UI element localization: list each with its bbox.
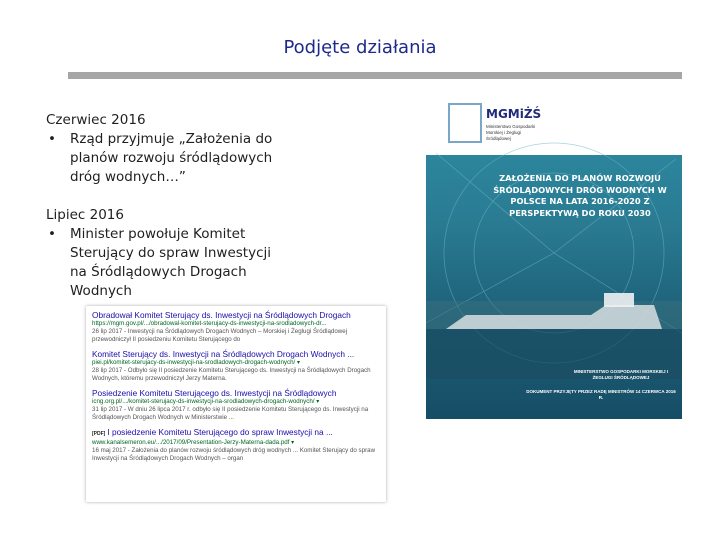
cover-title: ZAŁOŻENIA DO PLANÓW ROZWOJU ŚRÓDLĄDOWYCH DRÓG WODNYCH W POLSCE NA LATA 2016-2020 Z PERSPEKTYWĄ DO ROKU 2030: [493, 173, 667, 218]
ministry-logo-text: MGMiŻŚ: [486, 107, 542, 121]
search-result-url[interactable]: piei.pl/komitet-sterujacy-ds-inwestycji-na-srodladowych-drogach-wodnych/ ▾: [92, 359, 301, 366]
bullet-marker: •: [48, 131, 56, 147]
document-cover-image: [426, 93, 682, 419]
search-result: [92, 388, 380, 422]
search-result-snippet: 26 lip 2017 - Inwestycji na Śródlądowych Drogach Wodnych – Morskiej i Żeglugi Śródlądowej przewodniczył II posiedzeniu Komitetu Sterującego do: [92, 328, 348, 343]
search-result: [92, 349, 380, 383]
timeline-item-june-2016: [46, 111, 296, 187]
timeline-bullet: [46, 130, 296, 187]
search-result-title[interactable]: Posiedzenie Komitetu Sterującego ds. Inwestycji na Śródlądowych: [92, 388, 337, 398]
cover-footer-ministry: MINISTERSTWO GOSPODARKI MORSKIEJ I ŻEGLUGI ŚRÓDLĄDOWEJ: [573, 369, 669, 380]
search-result-snippet: 28 lip 2017 - Odbyło się II posiedzenie Komitetu Sterującego ds. Inwestycji na Śródlądowych Drogach Wodnych, któremu przewodniczył Jerzy Materna.: [92, 367, 371, 382]
timeline-item-july-2016: [46, 206, 296, 301]
slide-title: Podjęte działania: [283, 37, 437, 58]
search-results-screenshot: [86, 306, 386, 502]
search-result: [92, 310, 380, 344]
search-result-snippet: 31 lip 2017 - W dniu 26 lipca 2017 r. odbyło się II posiedzenie Komitetu Sterującego ds. Inwestycji na Śródlądowych Drogach Wodnych w Ministerstwie ...: [92, 406, 369, 421]
ministry-logo-subtitle: Ministerstwo Gospodarki Morskiej i Żeglugi Śródlądowej: [486, 124, 536, 141]
title-divider: [68, 72, 682, 79]
pdf-badge: [PDF]: [92, 431, 106, 437]
timeline-bullet: [46, 225, 296, 301]
search-result-title[interactable]: I posiedzenie Komitetu Sterującego do spraw Inwestycji na ...: [107, 427, 333, 437]
timeline-date: Lipiec 2016: [46, 207, 124, 223]
search-result-title[interactable]: Komitet Sterujący ds. Inwestycji na Śródlądowych Drogach Wodnych ...: [92, 349, 355, 359]
search-result: [92, 427, 380, 463]
cover-footer-adoption: DOKUMENT PRZYJĘTY PRZEZ RADĘ MINISTRÓW 14 CZERWCA 2016 R.: [526, 389, 676, 400]
search-result-title[interactable]: Obradował Komitet Sterujący ds. Inwestycji na Śródlądowych Drogach: [92, 310, 351, 320]
search-result-title-row: [92, 427, 380, 439]
bullet-marker: •: [48, 226, 56, 242]
timeline-text: Minister powołuje Komitet Sterujący do spraw Inwestycji na Śródlądowych Drogach Wodnych: [70, 226, 272, 299]
search-result-snippet: 16 maj 2017 - Założenia do planów rozwoju śródlądowych dróg wodnych ... Komitet Sterujący do spraw Inwestycji na Śródlądowych Drogach Wodnych – organ: [92, 447, 376, 462]
timeline-date: Czerwiec 2016: [46, 112, 146, 128]
timeline-text: Rząd przyjmuje „Założenia do planów rozwoju śródlądowych dróg wodnych…”: [70, 131, 273, 185]
search-result-url[interactable]: www.kanalsemeron.eu/.../2017/09/Presentation-Jerzy-Materna-dada.pdf ▾: [92, 439, 295, 446]
search-result-url[interactable]: icng.org.pl/.../komitet-sterujacy-ds-inwestycji-na-srodladowych-drogach-wodnych/ ▾: [92, 398, 320, 405]
search-result-url[interactable]: https://mgm.gov.pl/.../obradowal-komitet-sterujacy-ds-inwestycji-na-srodladowych-dr...: [92, 320, 327, 327]
